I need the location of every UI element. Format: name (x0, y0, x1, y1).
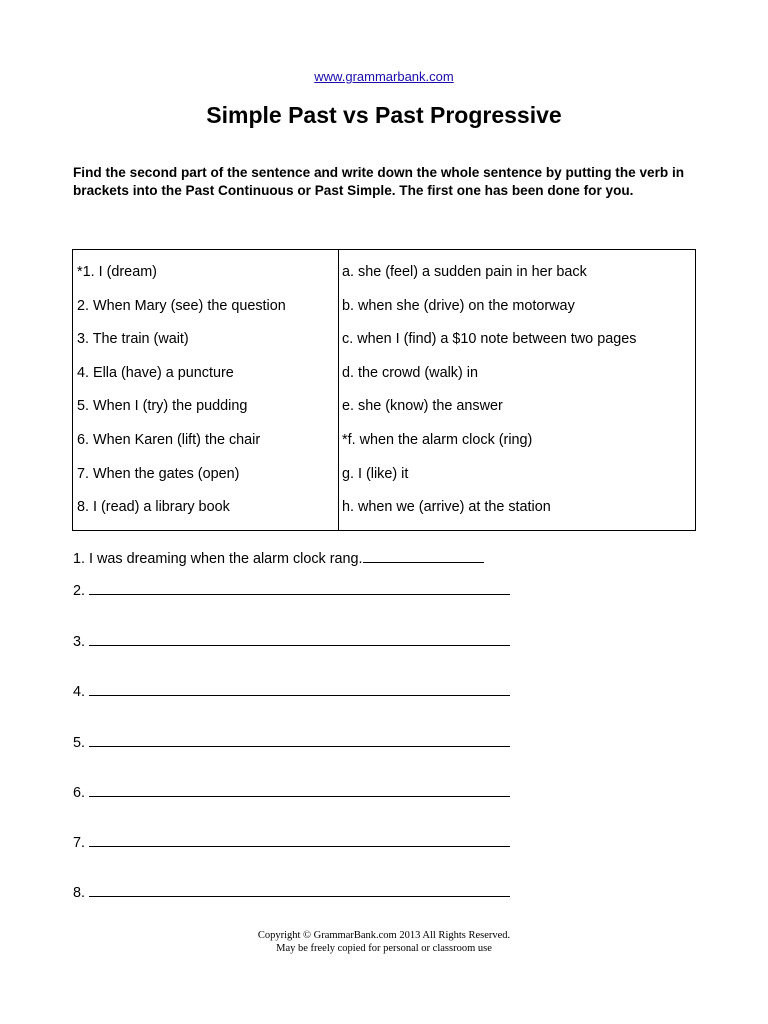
answer-line (73, 580, 510, 600)
sentence-start-item: 3. The train (wait) (77, 331, 189, 348)
answer-blank[interactable] (89, 681, 510, 696)
sentence-end-item: g. I (like) it (342, 465, 409, 482)
example-answer (73, 548, 484, 568)
answer-number: 2. (73, 583, 86, 599)
instructions: Find the second part of the sentence and write down the whole sentence by putting the verb in brackets into the Past Continuous or Past Simple. The first one has been done for you. (73, 165, 685, 198)
answer-line (73, 631, 510, 651)
answer-blank[interactable] (89, 732, 510, 747)
copyright-line: Copyright © GrammarBank.com 2013 All Rights Reserved. (257, 930, 511, 941)
answer-number: 6. (73, 785, 86, 801)
page-title: Simple Past vs Past Progressive (206, 102, 562, 128)
sentence-start-item: 4. Ella (have) a puncture (77, 364, 234, 381)
sentence-start-item: *1. I (dream) (77, 264, 157, 280)
answer-blank[interactable] (89, 882, 510, 897)
sentence-start-item: 6. When Karen (lift) the chair (77, 431, 261, 448)
matching-table (72, 249, 696, 531)
answer-blank[interactable] (89, 631, 510, 646)
answer-line (73, 732, 510, 752)
answer-number: 8. (73, 885, 86, 901)
sentence-start-item: 5. When I (try) the pudding (77, 398, 248, 415)
answer-number: 3. (73, 634, 86, 650)
usage-note: May be freely copied for personal or classroom use (276, 943, 492, 954)
site-link[interactable]: www.grammarbank.com (314, 69, 454, 84)
answer-line (73, 832, 510, 852)
sentence-end-item: d. the crowd (walk) in (342, 364, 478, 381)
answer-blank (363, 548, 484, 563)
answer-blank[interactable] (89, 580, 510, 595)
sentence-start-column (73, 250, 339, 530)
sentence-end-item: a. she (feel) a sudden pain in her back (342, 264, 587, 280)
answer-line (73, 681, 510, 701)
answer-blank[interactable] (89, 782, 510, 797)
sentence-end-item: b. when she (drive) on the motorway (342, 297, 575, 314)
sentence-start-item: 7. When the gates (open) (77, 465, 240, 482)
sentence-end-item: e. she (know) the answer (342, 398, 503, 415)
sentence-start-item: 8. I (read) a library book (77, 499, 230, 516)
sentence-start-item: 2. When Mary (see) the question (77, 297, 286, 314)
answer-line (73, 882, 510, 902)
answer-number: 4. (73, 684, 86, 700)
copyright-footer (0, 929, 768, 955)
sentence-end-item: c. when I (find) a $10 note between two pages (342, 331, 637, 348)
sentence-end-item: *f. when the alarm clock (ring) (342, 431, 533, 448)
answer-line (73, 782, 510, 802)
answer-blank[interactable] (89, 832, 510, 847)
answer-number: 7. (73, 835, 86, 851)
sentence-end-item: h. when we (arrive) at the station (342, 499, 551, 516)
answer-number: 5. (73, 735, 86, 751)
example-answer-text: 1. I was dreaming when the alarm clock rang. (73, 551, 363, 567)
sentence-end-column (339, 250, 695, 530)
